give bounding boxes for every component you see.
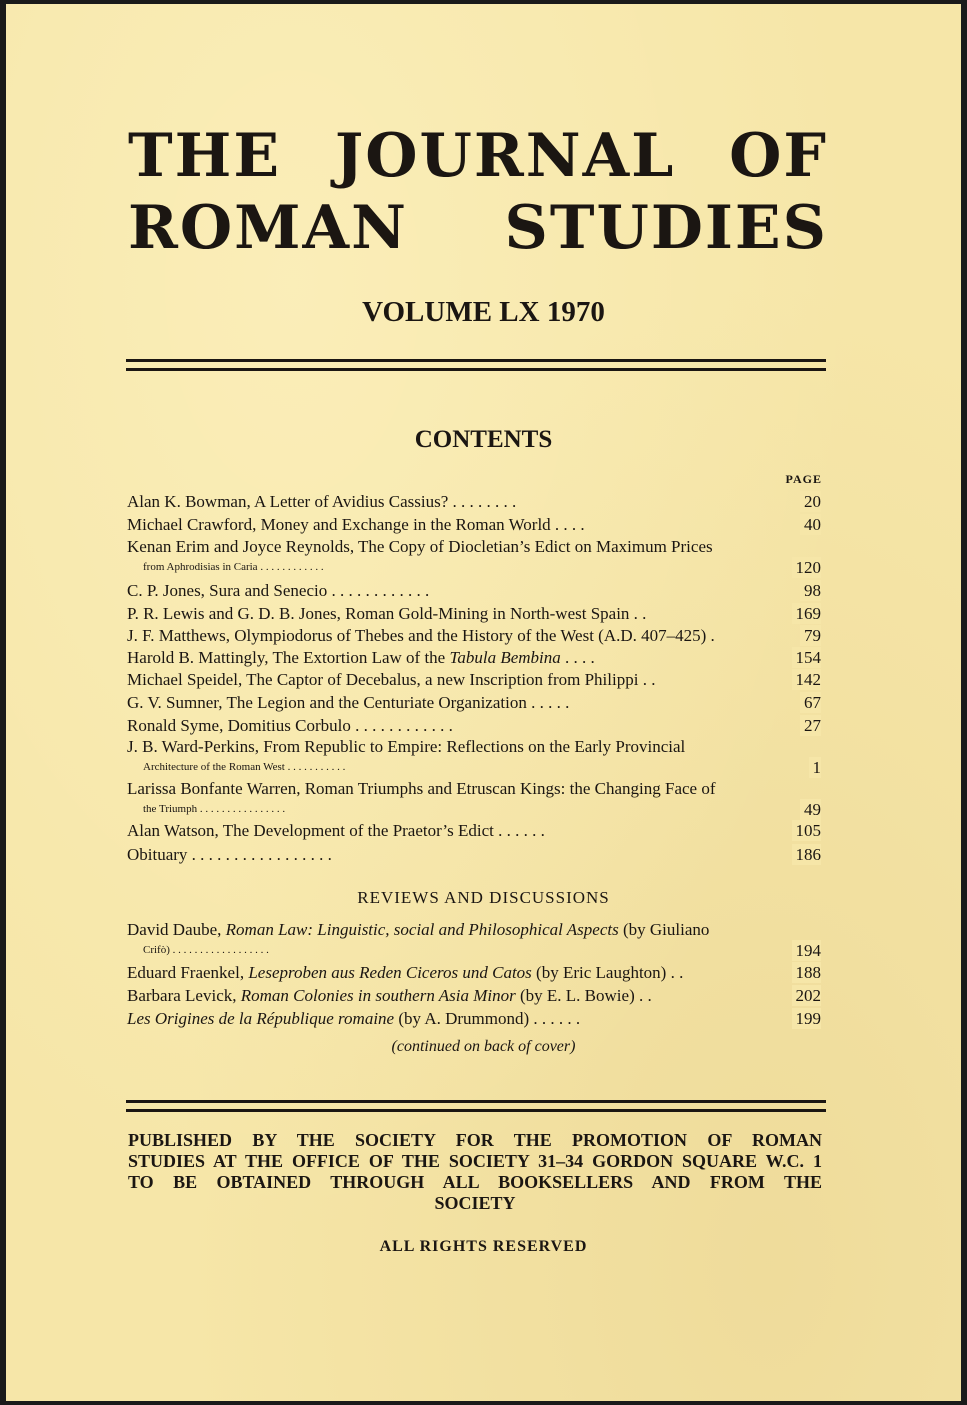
entry-page: 199 — [792, 1008, 822, 1029]
rights-notice: ALL RIGHTS RESERVED — [379, 1238, 588, 1255]
entry-page: 1 — [809, 757, 822, 778]
publisher-statement — [128, 1130, 822, 1214]
entry-page: 186 — [792, 844, 822, 865]
entry-text: J. F. Matthews, Olympiodorus of Thebes and the History of the West (A.D. 407–425) . — [127, 626, 715, 645]
contents-entry — [127, 514, 821, 535]
entry-page: 154 — [792, 647, 822, 668]
entry-text: C. P. Jones, Sura and Senecio . . . . . . . . . . . . — [127, 581, 430, 600]
entry-page: 20 — [800, 491, 821, 512]
entry-text: Michael Crawford, Money and Exchange in the Roman World . . . . — [127, 515, 585, 534]
entry-page: 120 — [792, 557, 822, 578]
publisher-line: STUDIES AT THE OFFICE OF THE SOCIETY 31–34 GORDON SQUARE W.C. 1 — [128, 1151, 822, 1171]
contents-entry — [127, 625, 821, 646]
double-rule-bottom — [126, 1100, 826, 1103]
entry-text-continued: Architecture of the Roman West . . . . . . . . . . . — [143, 761, 346, 773]
entry-text: Alan Watson, The Development of the Praetor’s Edict . . . . . . — [127, 821, 545, 840]
entry-page: 79 — [800, 625, 821, 646]
contents-entry — [127, 778, 821, 820]
double-rule-bottom — [126, 1109, 826, 1112]
double-rule-top — [126, 368, 826, 371]
review-entry — [127, 985, 821, 1006]
contents-entry — [127, 692, 821, 713]
contents-entry — [127, 736, 821, 778]
publisher-line: TO BE OBTAINED THROUGH ALL BOOKSELLERS AND FROM THE — [128, 1172, 822, 1192]
entry-text: Kenan Erim and Joyce Reynolds, The Copy of Diocletian’s Edict on Maximum Prices — [127, 537, 713, 556]
volume-label: VOLUME LX 1970 — [362, 296, 605, 328]
contents-entry — [127, 715, 821, 736]
contents-entry — [127, 603, 821, 624]
entry-page: 67 — [800, 692, 821, 713]
entry-page: 188 — [792, 962, 822, 983]
entry-page: 49 — [800, 799, 821, 820]
entry-text: David Daube, Roman Law: Linguistic, social and Philosophical Aspects (by Giuliano — [127, 920, 710, 939]
entry-text: Obituary . . . . . . . . . . . . . . . . . — [127, 845, 332, 864]
journal-title-line-1: THE JOURNAL OF — [128, 121, 828, 191]
entry-page: 169 — [792, 603, 822, 624]
entry-page: 142 — [792, 669, 822, 690]
page-column-label: PAGE — [785, 472, 822, 486]
contents-entry — [127, 669, 821, 690]
double-rule-top — [126, 359, 826, 362]
publisher-line: PUBLISHED BY THE SOCIETY FOR THE PROMOTION OF ROMAN — [128, 1130, 822, 1150]
entry-text: Barbara Levick, Roman Colonies in southern Asia Minor (by E. L. Bowie) . . — [127, 986, 652, 1005]
contents-entry — [127, 820, 821, 841]
entry-page: 105 — [792, 820, 822, 841]
review-entry — [127, 962, 821, 983]
entry-text-continued: the Triumph . . . . . . . . . . . . . . . . — [143, 803, 286, 815]
reviews-heading: REVIEWS AND DISCUSSIONS — [357, 888, 610, 907]
entry-text: Michael Speidel, The Captor of Decebalus, a new Inscription from Philippi . . — [127, 670, 656, 689]
continued-note: (continued on back of cover) — [391, 1038, 576, 1055]
entry-text: Eduard Fraenkel, Leseproben aus Reden Ciceros und Catos (by Eric Laughton) . . — [127, 963, 684, 982]
entry-page: 194 — [792, 940, 822, 961]
entry-page: 202 — [792, 985, 822, 1006]
contents-entry — [127, 536, 821, 578]
contents-entry — [127, 844, 821, 865]
entry-text-continued: from Aphrodisias in Caria . . . . . . . . . . . . — [143, 561, 324, 573]
entry-text: Ronald Syme, Domitius Corbulo . . . . . . . . . . . . — [127, 716, 453, 735]
entry-text: G. V. Sumner, The Legion and the Centuriate Organization . . . . . — [127, 693, 570, 712]
entry-text: Alan K. Bowman, A Letter of Avidius Cassius? . . . . . . . . — [127, 492, 517, 511]
entry-page: 40 — [800, 514, 821, 535]
entry-text: Harold B. Mattingly, The Extortion Law of the Tabula Bembina . . . . — [127, 648, 595, 667]
publisher-line: SOCIETY — [434, 1193, 516, 1213]
review-entry — [127, 1008, 821, 1029]
journal-cover — [6, 4, 961, 1401]
entry-page: 98 — [800, 580, 821, 601]
contents-heading: CONTENTS — [414, 426, 553, 453]
contents-entry — [127, 580, 821, 601]
contents-entry — [127, 647, 821, 668]
entry-page: 27 — [800, 715, 821, 736]
entry-text: P. R. Lewis and G. D. B. Jones, Roman Gold-Mining in North-west Spain . . — [127, 604, 647, 623]
entry-text: Larissa Bonfante Warren, Roman Triumphs and Etruscan Kings: the Changing Face of — [127, 779, 716, 798]
review-entry — [127, 919, 821, 961]
entry-text-continued: Crifò) . . . . . . . . . . . . . . . . . . — [143, 944, 269, 956]
journal-title-line-2: ROMAN STUDIES — [128, 193, 828, 263]
entry-text: Les Origines de la République romaine (by A. Drummond) . . . . . . — [127, 1009, 581, 1028]
contents-entry — [127, 491, 821, 512]
entry-text: J. B. Ward-Perkins, From Republic to Empire: Reflections on the Early Provincial — [127, 737, 686, 756]
